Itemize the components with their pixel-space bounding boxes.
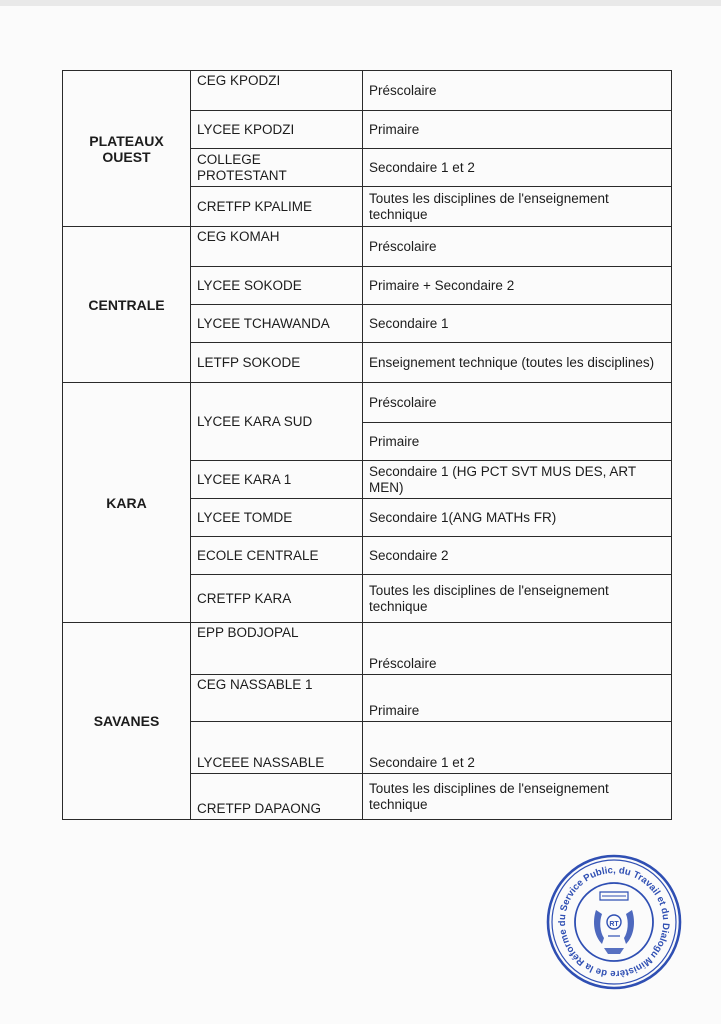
stamp-center-text: RT xyxy=(609,921,619,928)
document-sheet xyxy=(62,70,671,820)
level-cell: Secondaire 1 xyxy=(363,305,672,343)
school-cell: LYCEE KPODZI xyxy=(191,111,363,149)
ministry-stamp xyxy=(544,852,684,992)
school-cell: CEG KPODZI xyxy=(191,71,363,111)
region-cell: PLATEAUX OUEST xyxy=(63,71,191,227)
level-cell: Toutes les disciplines de l'enseignement technique xyxy=(363,187,672,227)
school-cell: COLLEGE PROTESTANT xyxy=(191,149,363,187)
school-cell: CEG KOMAH xyxy=(191,227,363,267)
level-cell: Primaire xyxy=(363,111,672,149)
level-cell: Primaire xyxy=(363,675,672,722)
region-cell: SAVANES xyxy=(63,623,191,820)
stamp-ring-text: Ministère de la Réforme du Service Public, du Travail et du Dialogue xyxy=(556,864,672,980)
level-cell: Secondaire 1 et 2 xyxy=(363,149,672,187)
level-cell: Primaire + Secondaire 2 xyxy=(363,267,672,305)
table-row xyxy=(63,71,672,111)
level-cell: Secondaire 1 (HG PCT SVT MUS DES, ART MEN) xyxy=(363,461,672,499)
school-cell: LYCEEE NASSABLE xyxy=(191,722,363,774)
school-cell: LYCEE SOKODE xyxy=(191,267,363,305)
level-cell: Préscolaire xyxy=(363,623,672,675)
level-cell: Préscolaire xyxy=(363,227,672,267)
school-cell: LETFP SOKODE xyxy=(191,343,363,383)
school-cell: CRETFP DAPAONG xyxy=(191,774,363,820)
exam-centres-table xyxy=(62,70,672,820)
page-top-shade xyxy=(0,0,721,6)
level-cell: Préscolaire xyxy=(363,71,672,111)
region-cell: KARA xyxy=(63,383,191,623)
level-cell: Primaire xyxy=(363,423,672,461)
school-cell: CRETFP KARA xyxy=(191,575,363,623)
level-cell: Toutes les disciplines de l'enseignement technique xyxy=(363,575,672,623)
table-row xyxy=(63,383,672,423)
level-cell: Préscolaire xyxy=(363,383,672,423)
region-cell: CENTRALE xyxy=(63,227,191,383)
level-cell: Secondaire 1 et 2 xyxy=(363,722,672,774)
school-cell: ECOLE CENTRALE xyxy=(191,537,363,575)
school-cell: LYCEE KARA 1 xyxy=(191,461,363,499)
school-cell: CEG NASSABLE 1 xyxy=(191,675,363,722)
school-cell: LYCEE TCHAWANDA xyxy=(191,305,363,343)
level-cell: Secondaire 1(ANG MATHs FR) xyxy=(363,499,672,537)
table-row xyxy=(63,227,672,267)
level-cell: Secondaire 2 xyxy=(363,537,672,575)
school-cell: LYCEE TOMDE xyxy=(191,499,363,537)
school-cell: EPP BODJOPAL xyxy=(191,623,363,675)
table-row xyxy=(63,623,672,675)
level-cell: Toutes les disciplines de l'enseignement technique xyxy=(363,774,672,820)
school-cell: CRETFP KPALIME xyxy=(191,187,363,227)
school-cell: LYCEE KARA SUD xyxy=(191,383,363,461)
level-cell: Enseignement technique (toutes les disciplines) xyxy=(363,343,672,383)
